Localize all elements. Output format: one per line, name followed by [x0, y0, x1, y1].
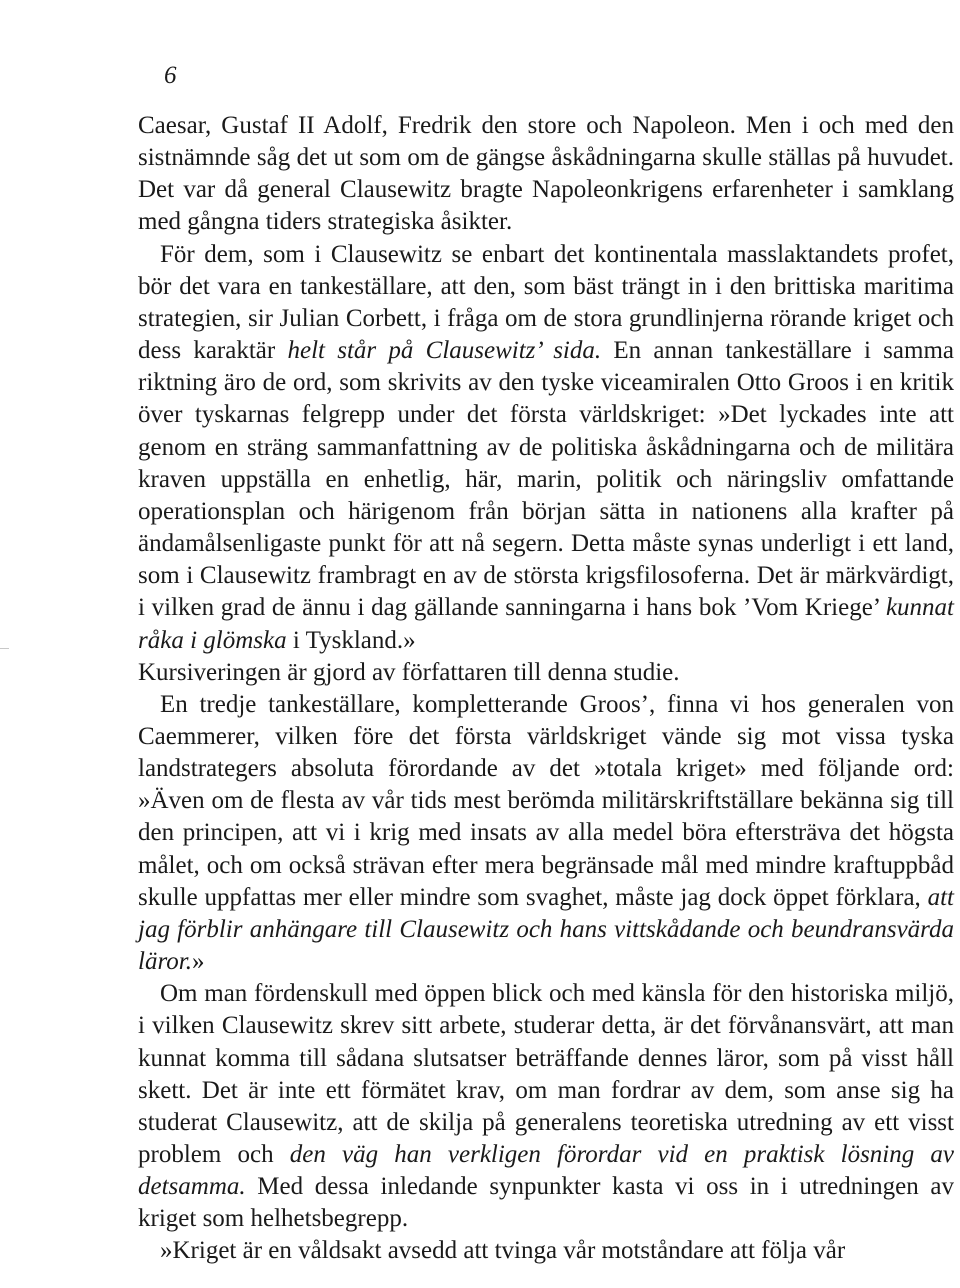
paragraph	[138, 239, 954, 657]
text-run: »Kriget är en våldsakt avsedd att tvinga vår motståndare att följa vår	[160, 1237, 846, 1265]
paragraph	[138, 110, 954, 239]
text-run: En tredje tankeställare, kompletterande Groos’, finna vi hos generalen von Caemmerer, vilken före det första världskriget vände sig mot vissa tyska landstrategers absoluta förordande av det »totala kriget» med följande ord: »Även om de flesta av vår tids mest berömda militärskriftställare bekänna sig till den principen, att vi i krig med insats av alla medel böra eftersträva det högsta målet, och om också strävan efter mera begränsade mål med mindre kraftuppbåd skulle uppfattas mer eller mindre som svaghet, måste jag dock öppet förklara,	[138, 690, 954, 911]
paragraph	[138, 657, 954, 689]
body-text	[138, 110, 954, 1268]
text-run: Om man fördenskull med öppen blick och med känsla för den historiska miljö, i vilken Clausewitz skrev sitt arbete, studerar detta, är det förvånansvärt, att man kunnat komma till sådana slutsatser beträffande dennes läror, som på visst håll skett. Det är inte ett förmätet krav, om man fordrar av dem, som anse sig ha studerat Clausewitz, att de skilja på generalens teoretiska utredning av ett visst problem och	[138, 980, 954, 1168]
page-number: 6	[164, 62, 177, 89]
text-run: i Tyskland.»	[286, 626, 416, 654]
text-run: Kursiveringen är gjord av författaren till denna studie.	[138, 658, 680, 686]
paragraph	[138, 978, 954, 1235]
text-run: För dem, som i Clausewitz se enbart det kontinentala masslaktandets profet, bör det vara en tankeställare, att den, som bäst trängt in i den brittiska maritima strategien, sir Julian Corbett, i fråga om de stora grundlinjerna rörande kriget och dess karaktär	[138, 240, 954, 365]
text-run: Caesar, Gustaf II Adolf, Fredrik den store och Napoleon. Men i och med den sistnämnde såg det ut som om de gängse åskådningarna skulle ställas på huvudet. Det var då general Clausewitz bragte Napoleonkrigens erfarenheter i samklang med gångna tiders strategiska åsikter.	[138, 112, 954, 236]
italic-text: kunnat råka i glömska	[138, 594, 954, 654]
italic-text: den väg han verkligen förordar vid en praktisk lösning av detsamma.	[138, 1141, 954, 1201]
text-run: En annan tankeställare i samma riktning äro de ord, som skrivits av den tyske viceamiralen Otto Groos i en kritik över tyskarnas felgrepp under det första världskriget: »Det lyckades inte att genom en sträng sammanfattning av de politiska åskådningarna och de militära kraven uppställa en enhetlig, här, marin, politik och näringsliv omfattande operationsplan och härigenom från början sätta in nationens alla krafter på ändamålsenligaste punkt för att nå segern. Detta måste synas underligt i ett land, som i Clausewitz frambragt en av de största krigsfilosoferna. Det är märkvärdigt, i vilken grad de ännu i dag gällande sanningarna i hans bok ’Vom Kriege’	[138, 337, 954, 622]
paragraph	[138, 1235, 954, 1267]
italic-text: helt står på Clausewitz’ sida.	[287, 337, 602, 365]
italic-text: att jag förblir anhängare till Clausewitz och hans vittskådande och beundransvärda läror.	[138, 883, 954, 976]
margin-mark	[0, 648, 9, 649]
text-run: »	[191, 948, 205, 976]
text-run: Med dessa inledande synpunkter kasta vi oss in i utredningen av kriget som helhetsbegrepp.	[138, 1173, 954, 1233]
paragraph	[138, 689, 954, 978]
